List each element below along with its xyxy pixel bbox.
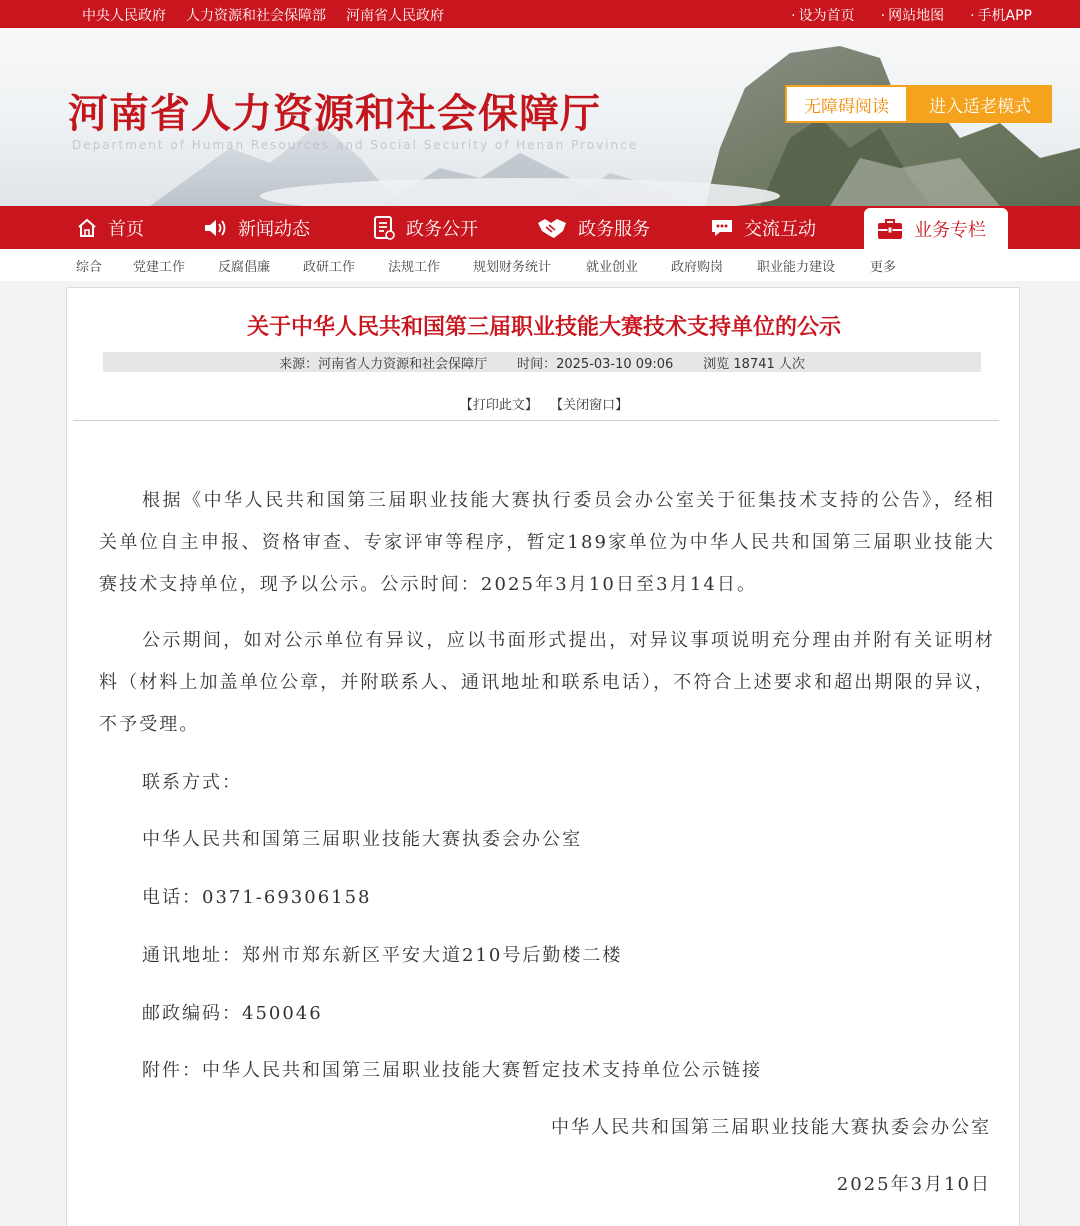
subnav-item-more[interactable]: 更多 [870, 260, 897, 275]
paragraph-1: 根据《中华人民共和国第三届职业技能大赛执行委员会办公室关于征集技术支持的公告》，经相关单位自主申报、资格审查、专家评审等程序，暂定189家单位为中华人民共和国第三届职业技能大赛技术支持单位，现予以公示。公示时间：2025年3月10日至3月14日。 [99, 490, 995, 595]
accessibility-reading-button[interactable]: 无障碍阅读 [785, 85, 908, 123]
nav-item-label: 政务服务 [578, 218, 650, 240]
article-tools [67, 394, 1021, 413]
article-meta [103, 352, 981, 372]
nav-item-label: 首页 [108, 218, 144, 240]
main-nav [0, 206, 1080, 249]
contact-address: 通讯地址：郑州市郑东新区平安大道210号后勤楼二楼 [142, 945, 623, 966]
subnav-item[interactable]: 法规工作 [388, 260, 441, 275]
home-icon [76, 217, 98, 239]
subnav-item[interactable]: 就业创业 [586, 260, 639, 275]
nav-item-label: 新闻动态 [238, 218, 310, 240]
article-card [66, 287, 1020, 1226]
nav-item-business-column[interactable] [864, 208, 1008, 249]
subnav-item[interactable]: 反腐倡廉 [218, 260, 271, 275]
link-sitemap[interactable]: · 网站地图 [881, 5, 944, 25]
nav-item-news[interactable] [202, 206, 310, 249]
link-mohrss[interactable]: 人力资源和社会保障部 [186, 8, 326, 24]
sub-nav [0, 249, 1080, 281]
nav-item-label: 交流互动 [744, 218, 816, 240]
handshake-icon [536, 215, 568, 241]
subnav-item[interactable]: 政府购岗 [671, 260, 724, 275]
briefcase-icon [876, 217, 904, 241]
nav-item-home[interactable] [76, 206, 144, 249]
link-mobile-app[interactable]: · 手机APP [970, 5, 1032, 25]
subnav-item[interactable]: 综合 [76, 260, 103, 275]
subnav-item[interactable]: 政研工作 [303, 260, 356, 275]
document-icon [372, 215, 396, 241]
header-banner [0, 28, 1080, 206]
close-window-link[interactable]: 【关闭窗口】 [550, 398, 629, 413]
nav-item-label: 政务公开 [406, 218, 478, 240]
article-title: 关于中华人民共和国第三届职业技能大赛技术支持单位的公示 [246, 315, 841, 340]
article-time: 时间：2025-03-10 09:06 [517, 356, 674, 372]
speaker-icon [202, 217, 228, 239]
top-bar-right-links [791, 5, 1032, 25]
subnav-item[interactable]: 规划财务统计 [473, 260, 552, 275]
contact-heading: 联系方式： [142, 772, 242, 793]
nav-item-label: 业务专栏 [914, 219, 986, 241]
site-title: 河南省人力资源和社会保障厅 [68, 90, 601, 137]
top-bar-left-links [82, 5, 444, 25]
top-bar [0, 0, 1080, 28]
print-link[interactable]: 【打印此文】 [459, 398, 538, 413]
article-views: 浏览 18741 人次 [703, 356, 805, 372]
contact-phone: 电话：0371-69306158 [142, 887, 372, 908]
contact-org: 中华人民共和国第三届职业技能大赛执委会办公室 [142, 829, 582, 850]
divider [73, 420, 999, 421]
signature-date: 2025年3月10日 [836, 1174, 991, 1195]
paragraph-2: 公示期间，如对公示单位有异议，应以书面形式提出，对异议事项说明充分理由并附有关证明材料（材料上加盖单位公章，并附联系人、通讯地址和联系电话），不符合上述要求和超出期限的异议，不予受理。 [99, 630, 995, 735]
nav-item-gov-affairs[interactable] [372, 206, 478, 249]
link-central-gov[interactable]: 中央人民政府 [82, 8, 166, 24]
article-source: 来源：河南省人力资源和社会保障厅 [279, 356, 488, 372]
chat-icon [710, 217, 734, 239]
subnav-item[interactable]: 职业能力建设 [757, 260, 836, 275]
attachment-link[interactable]: 附件：中华人民共和国第三届职业技能大赛暂定技术支持单位公示链接 [142, 1060, 762, 1081]
elder-mode-button[interactable]: 进入适老模式 [908, 85, 1052, 123]
contact-postcode: 邮政编码：450046 [142, 1003, 323, 1024]
link-set-homepage[interactable]: · 设为首页 [791, 5, 854, 25]
link-henan-gov[interactable]: 河南省人民政府 [346, 8, 444, 24]
signature: 中华人民共和国第三届职业技能大赛执委会办公室 [551, 1117, 991, 1138]
subnav-item[interactable]: 党建工作 [133, 260, 186, 275]
site-subtitle: Department of Human Resources and Social Security of Henan Province [72, 138, 639, 152]
nav-item-gov-services[interactable] [536, 206, 650, 249]
nav-item-interaction[interactable] [710, 206, 816, 249]
